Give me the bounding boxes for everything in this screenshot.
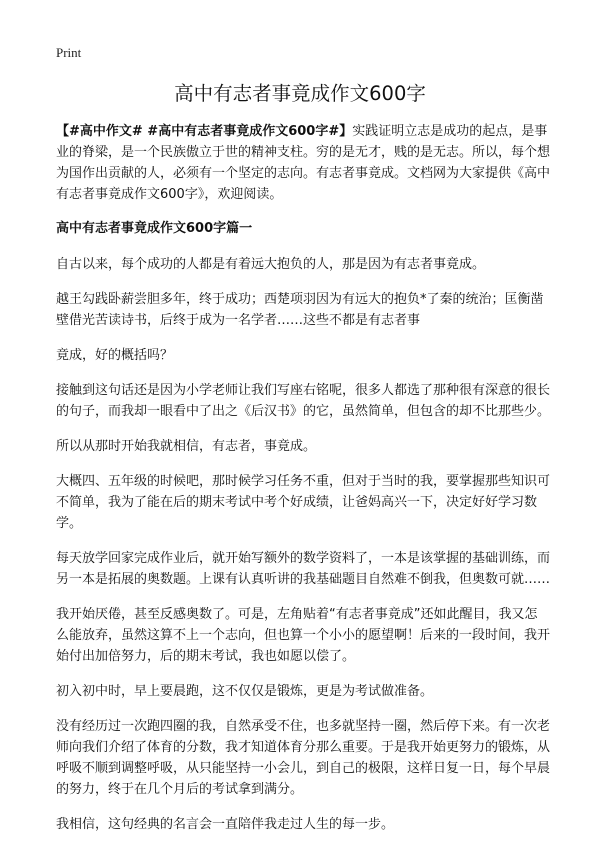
page-title: 高中有志者事竟成作文600字 [174, 82, 426, 105]
paragraph: 接触到这句话还是因为小学老师让我们写座右铭呢，很多人都选了那种很有深意的很长的句子，而我却一眼看中了出之《后汉书》的它，虽然简单，但包含的却不比那些少。 [56, 383, 551, 419]
paragraph: 越王勾践卧薪尝胆多年，终于成功；西楚项羽因为有远大的抱负*了秦的统治；匡衡凿壁借光苦读诗书，后终于成为一名学者……这些不都是有志者事 [56, 292, 544, 328]
article-body [56, 121, 550, 849]
section-heading: 高中有志者事竟成作文600字篇一 [56, 221, 253, 236]
paragraph: 我相信，这句经典的名言会一直陪伴我走过人生的每一步。 [56, 817, 395, 832]
paragraph: 大概四、五年级的时候吧，那时候学习任务不重，但对于当时的我，要掌握那些知识可不简单，我为了能在后的期末考试中考个好成绩，让爸妈高兴一下，决定好好学习数学。 [56, 474, 551, 531]
paragraph: 每天放学回家完成作业后，就开始写额外的数学资料了，一本是该掌握的基础训练，而另一本是拓展的奥数题。上课有认真听讲的我基础题目自然难不倒我，但奥数可就…… [56, 551, 551, 587]
paragraph: 所以从那时开始我就相信，有志者，事竟成。 [56, 439, 317, 454]
paragraph: 我开始厌倦，甚至反感奥数了。可是，左角贴着“有志者事竟成”还如此醒目，我又怎么能放弃，虽然这算不上一个志向，但也算一个小小的愿望啊！后来的一段时间，我开始付出加倍努力，后的期末考试，我也如愿以偿了。 [56, 607, 551, 664]
intro-tag: 【#高中作文# #高中有志者事竟成作文600字#】 [56, 124, 353, 139]
paragraph: 初入初中时，早上要晨跑，这不仅仅是锻炼，更是为考试做准备。 [56, 684, 434, 699]
intro-text: 实践证明立志是成功的起点，是事业的脊梁，是一个民族傲立于世的精神支柱。穷的是无才，贱的是无志。所以，每个想为国作出贡献的人，必须有一个坚定的志向。有志者事竟成。文档网为大家提供《高中有志者事竟成作文600字》，欢迎阅读。 [56, 124, 551, 202]
paragraph: 自古以来，每个成功的人都是有着远大抱负的人，那是因为有志者事竟成。 [56, 257, 486, 272]
paragraph: 没有经历过一次跑四圈的我，自然承受不住，也多就坚持一圈，然后停下来。有一次老师向我们介绍了体育的分数，我才知道体育分那么重要。于是我开始更努力的锻炼，从呼吸不顺到调整呼吸，从只能坚持一小会儿，到自己的极限，这样日复一日，每个早晨的努力，终于在几个月后的考试拿到满分。 [56, 719, 551, 797]
print-link[interactable]: Print [56, 45, 82, 60]
paragraph: 竟成，好的概括吗？ [56, 348, 174, 363]
intro-paragraph [56, 121, 550, 205]
